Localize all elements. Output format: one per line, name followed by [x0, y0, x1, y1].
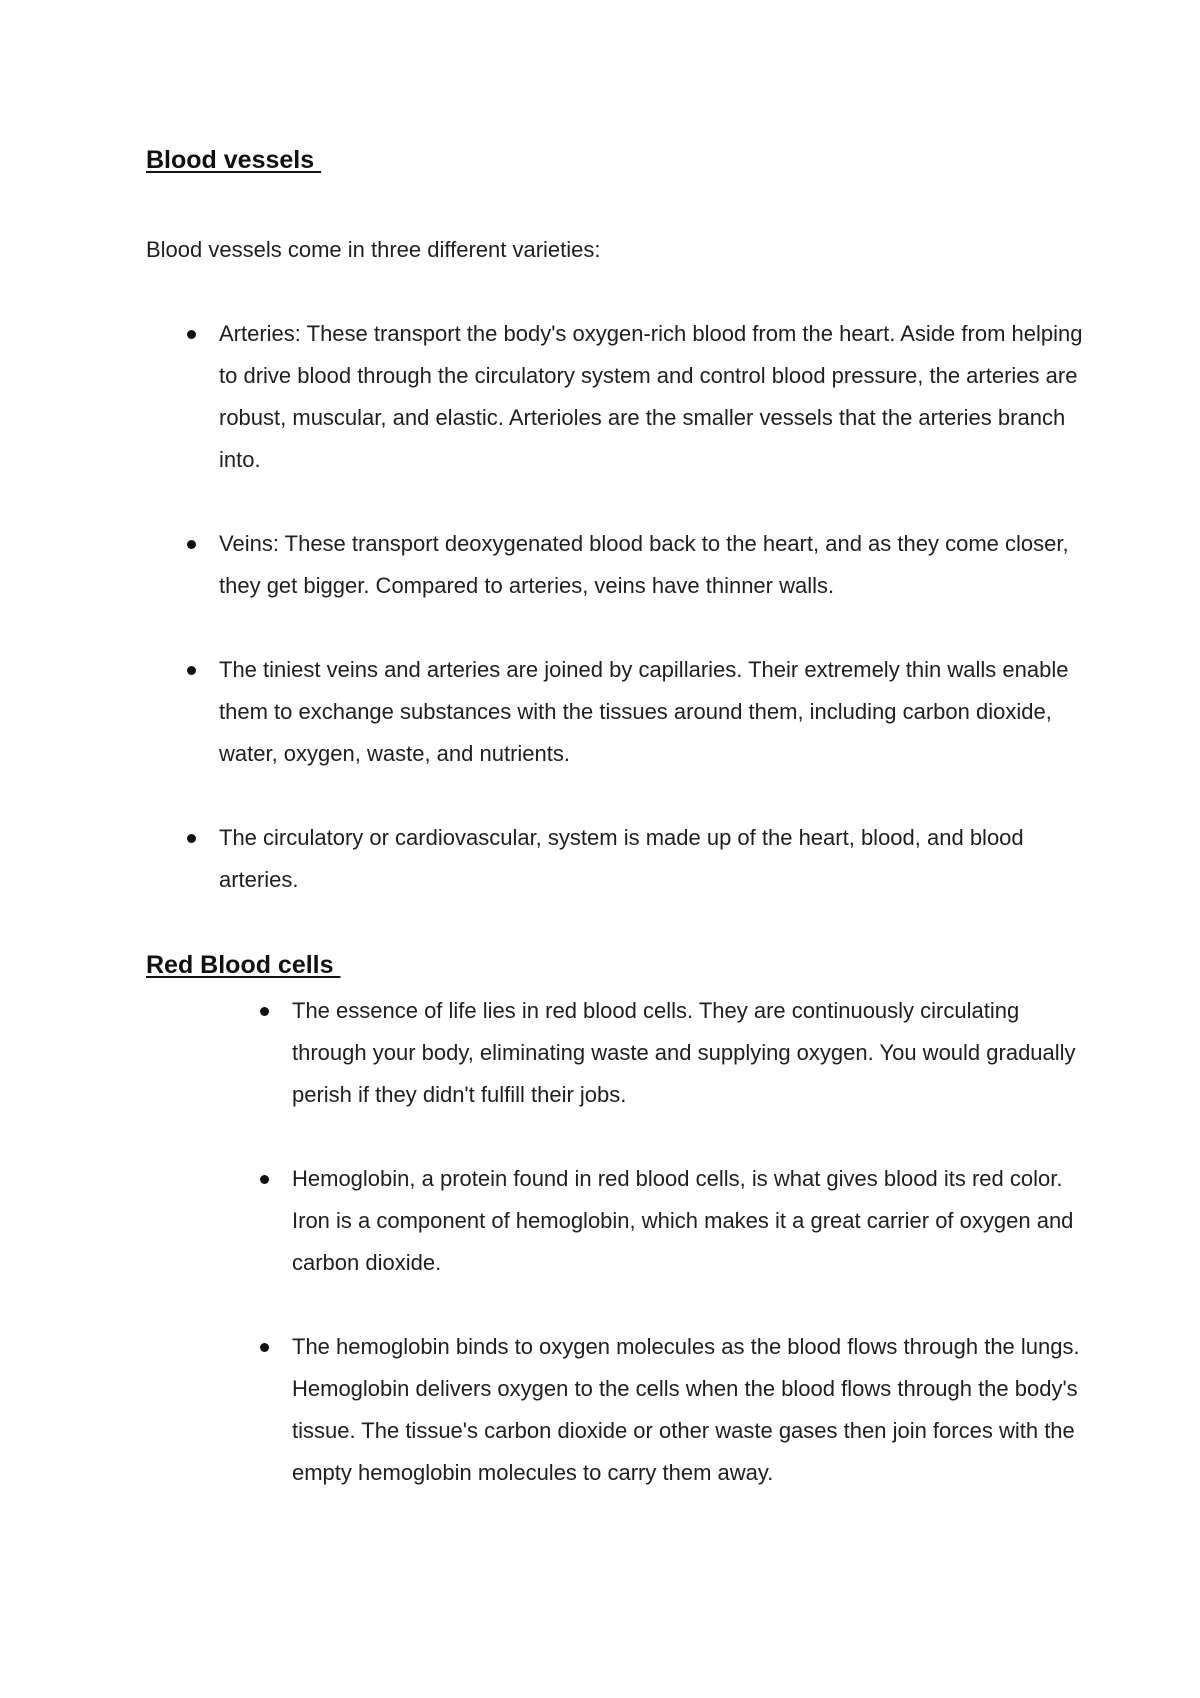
bullet-icon — [187, 330, 196, 339]
red-blood-cells-list — [292, 990, 1092, 1494]
blood-vessels-intro: Blood vessels come in three different varieties: — [146, 237, 601, 262]
list-item-text: Arteries: These transport the body's oxygen-rich blood from the heart. Aside from helping to drive blood through the circulatory system and control blood pressure, the arteries are robust, muscular, and elastic. Arterioles are the smaller vessels that the arteries branch into. — [219, 321, 1083, 472]
red-blood-cells-heading: Red Blood cells — [146, 951, 341, 979]
bullet-icon — [187, 540, 196, 549]
list-item — [219, 523, 1089, 607]
list-item — [219, 313, 1089, 481]
bullet-icon — [260, 1007, 269, 1016]
list-item-text: The circulatory or cardiovascular, system is made up of the heart, blood, and blood arteries. — [219, 825, 1024, 892]
list-item-text: The tiniest veins and arteries are joined by capillaries. Their extremely thin walls enable them to exchange substances with the tissues around them, including carbon dioxide, water, oxygen, waste, and nutrients. — [219, 657, 1069, 766]
list-item-text: Veins: These transport deoxygenated blood back to the heart, and as they come closer, they get bigger. Compared to arteries, veins have thinner walls. — [219, 531, 1069, 598]
bullet-icon — [187, 666, 196, 675]
list-item-text: Hemoglobin, a protein found in red blood cells, is what gives blood its red color. Iron is a component of hemoglobin, which makes it a great carrier of oxygen and carbon dioxide. — [292, 1166, 1074, 1275]
list-item — [219, 817, 1089, 901]
blood-vessels-heading: Blood vessels — [146, 146, 322, 174]
list-item — [292, 1326, 1092, 1494]
list-item — [292, 990, 1092, 1116]
list-item-text: The hemoglobin binds to oxygen molecules as the blood flows through the lungs. Hemoglobin delivers oxygen to the cells when the blood flows through the body's tissue. The tissue's carbon dioxide or other waste gases then join forces with the empty hemoglobin molecules to carry them away. — [292, 1334, 1080, 1485]
list-item-text: The essence of life lies in red blood cells. They are continuously circulating through your body, eliminating waste and supplying oxygen. You would gradually perish if they didn't fulfill their jobs. — [292, 998, 1076, 1107]
list-item — [219, 649, 1089, 775]
blood-vessels-list — [219, 313, 1089, 901]
bullet-icon — [260, 1175, 269, 1184]
list-item — [292, 1158, 1092, 1284]
bullet-icon — [187, 834, 196, 843]
bullet-icon — [260, 1343, 269, 1352]
